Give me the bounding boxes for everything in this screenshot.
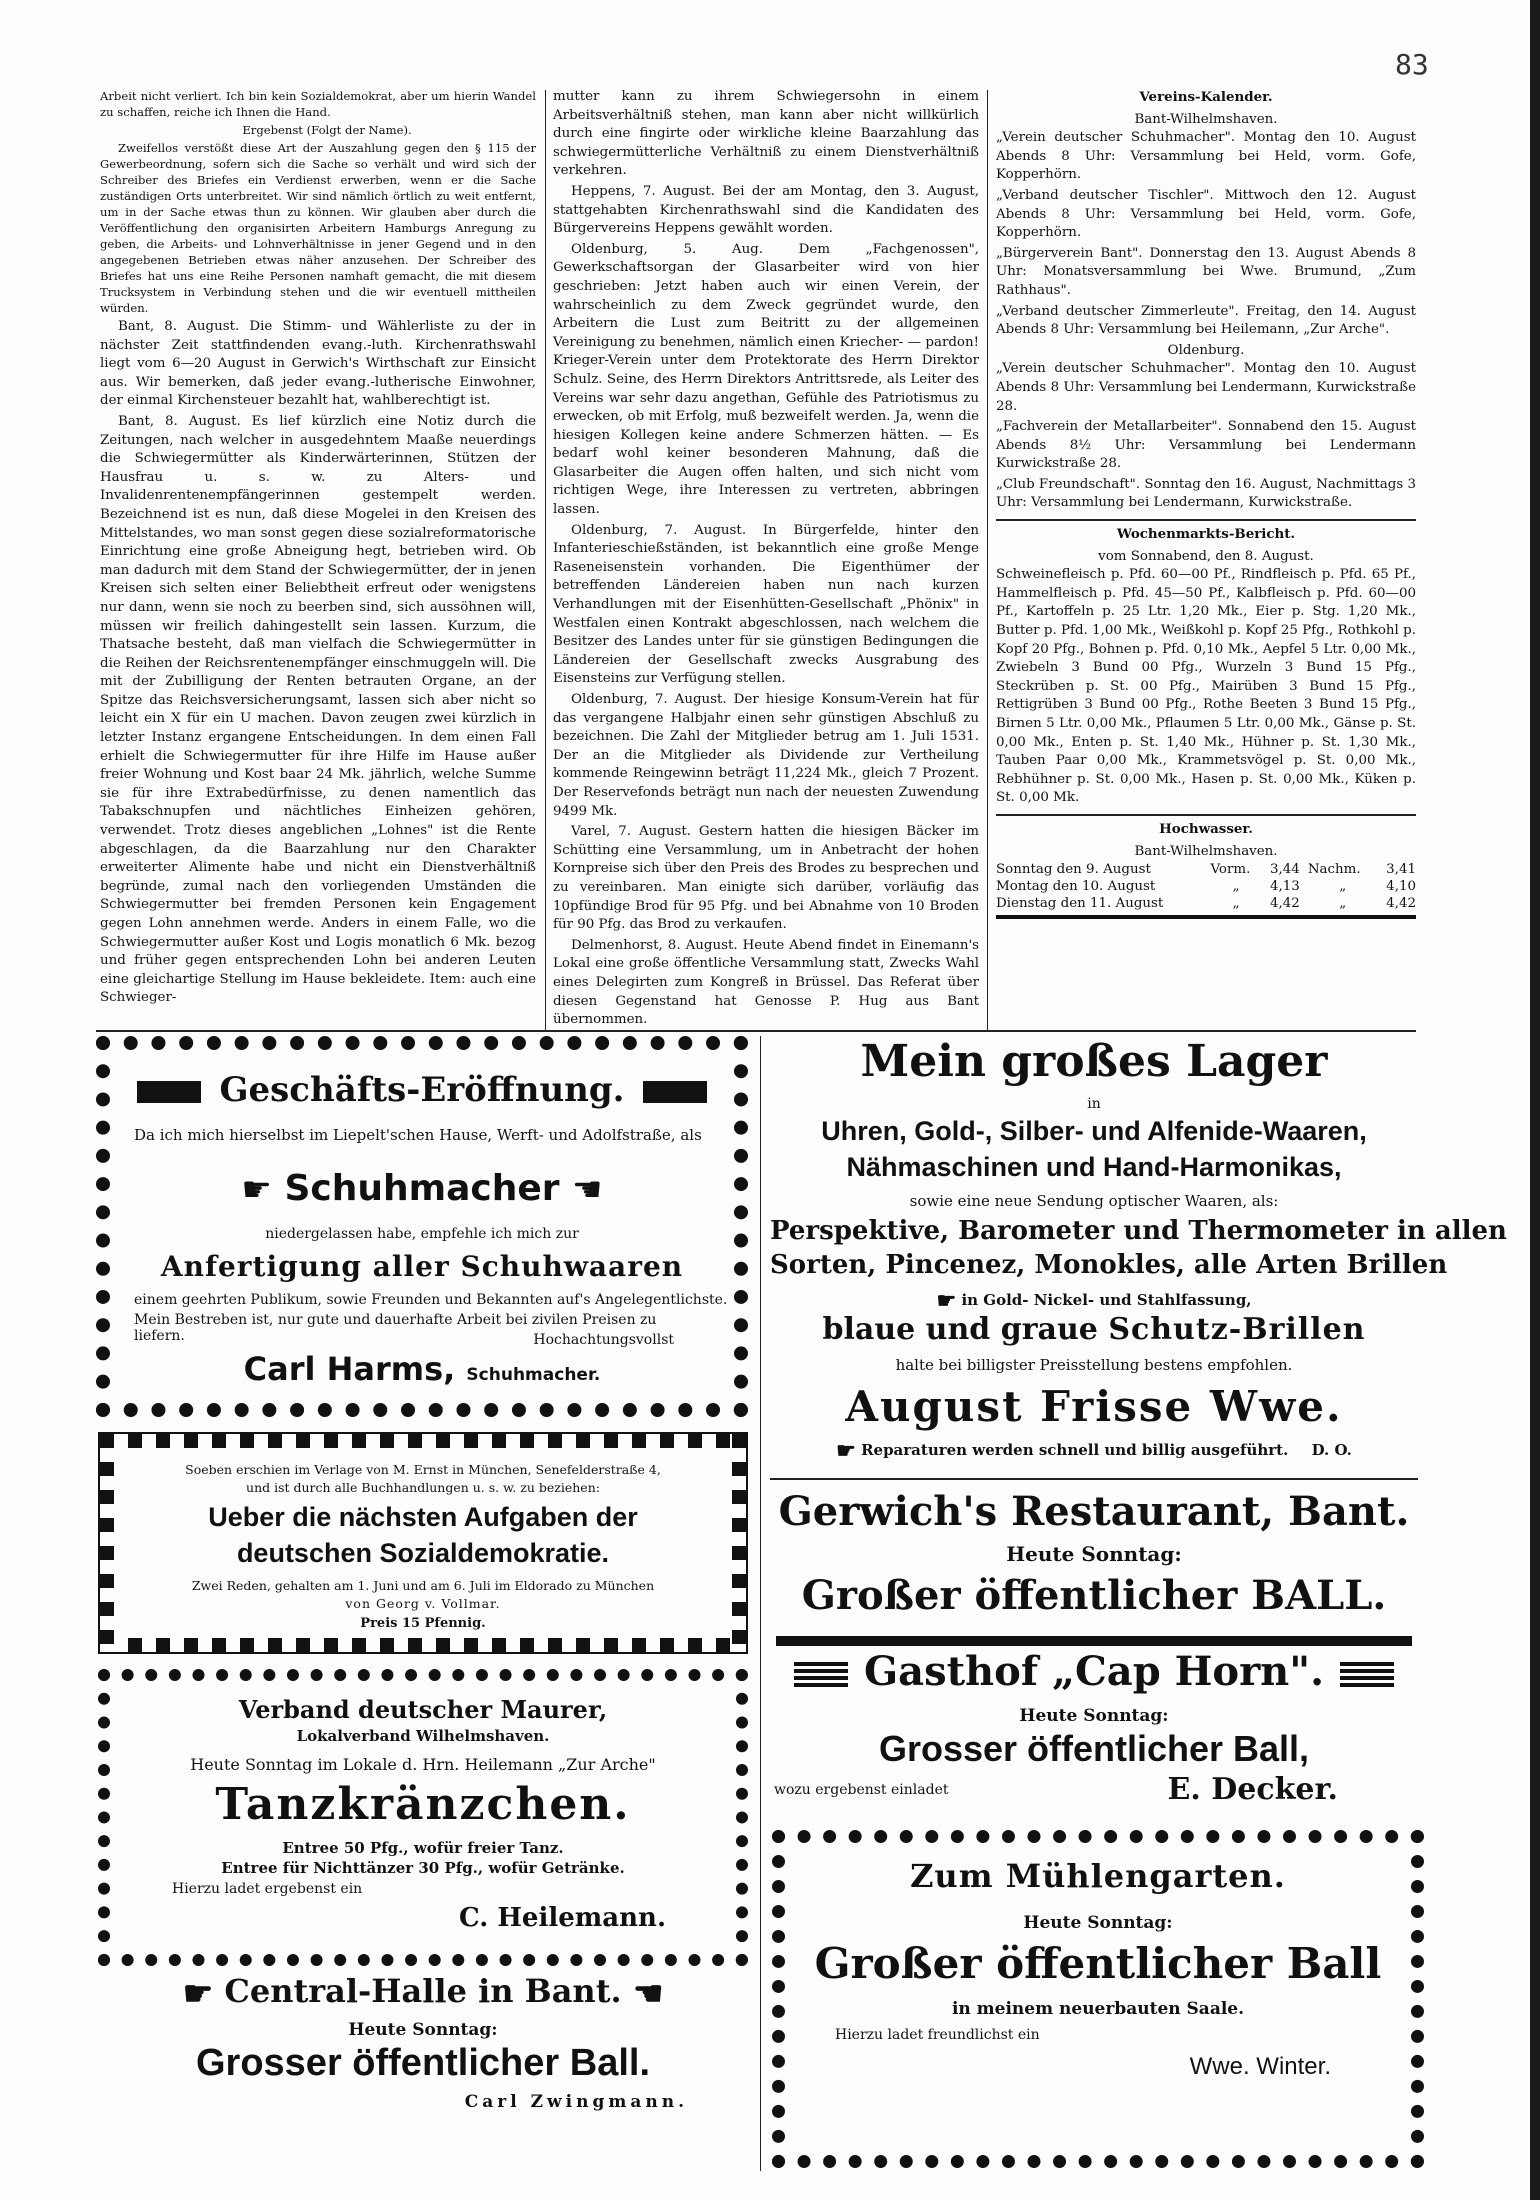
calendar-title: Vereins-Kalender. bbox=[1139, 89, 1273, 105]
ad-caphorn-title-row bbox=[770, 1648, 1418, 1695]
pointing-hand-icon: ☛ bbox=[572, 1170, 603, 1210]
tide-label: „ bbox=[1232, 879, 1240, 895]
ad-column-rule bbox=[760, 1036, 761, 2171]
ad-book-title1: Ueber die nächsten Aufgaben der bbox=[208, 1502, 638, 1532]
calendar-oldenburg-title: Oldenburg. bbox=[1167, 342, 1245, 358]
ad-caphorn-invite: wozu ergebenst einladet bbox=[774, 1782, 949, 1798]
ad-frisse-in: in bbox=[1087, 1096, 1101, 1112]
tide-label: „ bbox=[1232, 896, 1240, 912]
calendar-entry: „Verband deutscher Tischler". Mittwoch den 12. August Abends 8 Uhr: Versammlung bei Held, vorm. Gofe, Kopperhörn. bbox=[996, 187, 1416, 241]
ad-muehlengarten-day: Heute Sonntag: bbox=[1023, 1913, 1173, 1933]
divider bbox=[996, 915, 1416, 919]
checker-border bbox=[100, 1434, 746, 1448]
ad-frisse-repair: Reparaturen werden schnell und billig ausgeführt. bbox=[861, 1441, 1289, 1459]
ad-harms-service: Anfertigung aller Schuhwaaren bbox=[160, 1250, 684, 1283]
article-paragraph: Zweifellos verstößt diese Art der Auszahlung gegen den § 115 der Gewerbeordnung, sofern sich die Sache so verhält und wird sich der Schreiber des Briefes ein Verdienst erwerben, wenn er die Sache zuständigen Orts unterbreitet. Wir sind nämlich örtlich zu weit entfernt, um in der Sache etwas thun zu können. Wir glauben aber durch die Veröffentlichung den organisirten Arbeitern Hamburgs Anregung zu geben, die Arbeits- und Lohnverhältnisse in jener Gegend und in den angegebenen Betrieben etwas näher anzusehen. Der Schreiber des Briefes hat uns eine Reihe Personen namhaft gemacht, die mit diesem Trucksystem in Verbindung stehen und die wir eventuell mittheilen würden. bbox=[100, 141, 536, 315]
calendar-bant-title: Bant-Wilhelmshaven. bbox=[1134, 111, 1278, 127]
article-paragraph: Varel, 7. August. Gestern hatten die hiesigen Bäcker im Schütting eine Versammlung, um in Anbetracht der hohen Kornpreise sich über den Preis des Brodes zu besprechen und zu vereinbaren. Man einigte sich darüber, vorläufig das 10pfündige Brod für 95 Pfg. und bei Abnahme von 10 Broden für 90 Pfg. das Brod zu verkaufen. bbox=[553, 824, 979, 933]
calendar-entry: „Bürgerverein Bant". Donnerstag den 13. August Abends 8 Uhr: Monatsversammlung bei Wwe. Brumund, „Zum Rathhaus". bbox=[996, 245, 1416, 298]
ad-harms-name-row bbox=[110, 1350, 734, 1388]
ad-harms-name-suffix: Schuhmacher. bbox=[466, 1365, 601, 1385]
ad-frisse-name: August Frisse Wwe. bbox=[845, 1382, 1343, 1431]
pointing-hand-icon: ☛ bbox=[241, 1170, 272, 1210]
tide-label: „ bbox=[1339, 896, 1347, 912]
calendar-entry: „Verein deutscher Schuhmacher". Montag den 10. August Abends 8 Uhr: Versammlung bei Lendermann, Kurwickstraße 28. bbox=[996, 361, 1416, 414]
ad-frisse-goods6b: Schutz-Brillen bbox=[1108, 1312, 1366, 1347]
ad-maurer-invite: Hierzu ladet ergebenst ein bbox=[172, 1881, 363, 1897]
table-row bbox=[996, 895, 1416, 912]
ad-gerwich-day: Heute Sonntag: bbox=[1006, 1542, 1182, 1566]
page-number: 83 bbox=[1395, 48, 1429, 81]
tide-place: Bant-Wilhelmshaven. bbox=[1134, 843, 1278, 859]
ad-maurer-event: Tanzkränzchen. bbox=[215, 1779, 631, 1830]
ad-maurer-entry2: Entree für Nichttänzer 30 Pfg., wofür Getränke. bbox=[221, 1859, 625, 1877]
ad-book-sub1: Zwei Reden, gehalten am 1. Juni und am 6. Juli im Eldorado zu München bbox=[191, 1578, 655, 1593]
striped-bar-icon bbox=[1340, 1662, 1394, 1688]
ad-frisse-headline: Mein großes Lager bbox=[860, 1036, 1328, 1087]
article-paragraph: Delmenhorst, 8. August. Heute Abend findet in Einemann's Lokal eine große öffentliche Versammlung statt, Zwecks Wahl eines Delegirten zum Kongreß in Brüssel. Das Referat über diesen Gegenstand hat Genosse P. Hug aus Bant übernommen. bbox=[553, 937, 979, 1028]
tide-label: Vorm. bbox=[1210, 862, 1251, 878]
ad-maurer-host: C. Heilemann. bbox=[459, 1903, 666, 1933]
tide-value: 4,10 bbox=[1386, 879, 1416, 895]
ad-harms-line3: einem geehrten Publikum, sowie Freunden und Bekannten auf's Angelegentlichste. bbox=[134, 1292, 728, 1308]
ad-centralhalle-event: Grosser öffentlicher Ball. bbox=[195, 2042, 650, 2084]
tide-table bbox=[996, 861, 1416, 912]
ad-frisse-goods5-row bbox=[770, 1288, 1418, 1314]
ad-caphorn-title: Gasthof „Cap Horn". bbox=[863, 1648, 1325, 1695]
divider bbox=[996, 519, 1416, 521]
pointing-hand-icon: ☛ bbox=[836, 1438, 856, 1464]
ad-divider bbox=[770, 1478, 1418, 1480]
ad-book-price: Preis 15 Pfennig. bbox=[360, 1616, 486, 1631]
article-column-2 bbox=[553, 88, 979, 1026]
article-signature: Ergebenst (Folgt der Name). bbox=[242, 123, 412, 137]
ad-frisse-goods1: Uhren, Gold-, Silber- und Alfenide-Waaren, bbox=[821, 1116, 1367, 1146]
ad-frisse-goods4: Sorten, Pincenez, Monokles, alle Arten Brillen bbox=[770, 1250, 1448, 1280]
ad-centralhalle-host: Carl Zwingmann. bbox=[464, 2092, 688, 2112]
ad-book-intro1: Soeben erschien im Verlage von M. Ernst in München, Senefelderstraße 4, bbox=[185, 1462, 661, 1477]
ad-book-intro2: und ist durch alle Buchhandlungen u. s. w. zu beziehen: bbox=[246, 1480, 600, 1495]
ad-centralhalle-title: Central-Halle in Bant. bbox=[224, 1972, 622, 2010]
divider bbox=[996, 814, 1416, 816]
ad-frisse-goods3: Perspektive, Barometer und Thermometer in allen bbox=[770, 1216, 1507, 1246]
ad-harms-trade: Schuhmacher bbox=[284, 1168, 560, 1209]
black-bar-icon bbox=[137, 1081, 201, 1103]
black-band bbox=[776, 1636, 1412, 1646]
ad-frisse-goods2: Nähmaschinen und Hand-Harmonikas, bbox=[846, 1152, 1342, 1182]
article-paragraph: Oldenburg, 5. Aug. Dem „Fachgenossen", Gewerkschaftsorgan der Glasarbeiter wird von hier geschrieben: Jetzt haben auch wir einen Verein, der wahrscheinlich zu dem Zweck gegründet wurde, den Arbeitern die Lust zum Beitritt zu der allgemeinen Vereinigung zu benehmen, nämlich einen Kriecher- — pardon! Krieger-Verein unter dem Protektorate des Herrn Direktor Schulz. Seine, des Herrn Direktors Antrittsrede, als Leiter des Vereins war sehr dazu angethan, Gefühle des Patriotismus zu erwecken, ob mit Erfolg, muß bezweifelt werden. Ja, wenn die hiesigen Kollegen keine andere Schmerzen hätten. — Es bedarf wohl keiner besonderen Mahnung, daß die Glasarbeiter die Augen offen halten, und sich nicht vom richtigen Wege, ihre Interessen zu vertreten, abbringen lassen. bbox=[553, 241, 979, 518]
market-date: vom Sonnabend, den 8. August. bbox=[1098, 548, 1314, 564]
tide-title: Hochwasser. bbox=[1159, 820, 1253, 837]
ad-caphorn-day: Heute Sonntag: bbox=[1019, 1706, 1169, 1726]
ad-maurer-line1: Heute Sonntag im Lokale d. Hrn. Heilemann „Zur Arche" bbox=[190, 1755, 656, 1774]
ad-maurer-title: Verband deutscher Maurer, bbox=[238, 1695, 608, 1724]
ad-book-sub2: von Georg v. Vollmar. bbox=[345, 1596, 501, 1611]
column-rule-1 bbox=[545, 90, 546, 1030]
tide-day: Dienstag den 11. August bbox=[996, 896, 1164, 912]
tide-label: Nachm. bbox=[1307, 862, 1361, 878]
ad-centralhalle bbox=[98, 1972, 748, 2172]
ad-harms-closing: Hochachtungsvollst bbox=[533, 1332, 674, 1348]
tide-day: Sonntag den 9. August bbox=[996, 862, 1151, 878]
ad-muehlengarten-title: Zum Mühlengarten. bbox=[910, 1857, 1286, 1895]
ad-book bbox=[98, 1432, 748, 1654]
ad-harms-trade-row bbox=[110, 1168, 734, 1210]
section-rule bbox=[96, 1030, 1416, 1032]
black-bar-icon bbox=[643, 1081, 707, 1103]
ad-centralhalle-title-row bbox=[98, 1972, 748, 2014]
ad-harms-line1: Da ich mich hierselbst im Liepelt'schen Hause, Werft- und Adolfstraße, als bbox=[134, 1126, 702, 1144]
ad-caphorn-event: Grosser öffentlicher Ball, bbox=[878, 1728, 1310, 1769]
calendar-entry: „Verein deutscher Schuhmacher". Montag den 10. August Abends 8 Uhr: Versammlung bei Held, vorm. Gofe, Kopperhörn. bbox=[996, 130, 1416, 183]
ad-harms-line4: Mein Bestreben ist, nur gute und dauerhafte Arbeit bei zivilen Preisen zu liefern. bbox=[134, 1312, 657, 1344]
article-column-3 bbox=[996, 88, 1416, 1026]
column-rule-2 bbox=[987, 90, 988, 1030]
ad-book-title2: deutschen Sozialdemokratie. bbox=[236, 1538, 610, 1568]
market-title: Wochenmarkts-Bericht. bbox=[1116, 526, 1296, 543]
checker-border bbox=[100, 1638, 746, 1652]
tide-label: „ bbox=[1339, 879, 1347, 895]
article-paragraph: Bant, 8. August. Es lief kürzlich eine Notiz durch die Zeitungen, nach welcher in ausgedehntem Maaße neuerdings die Schwiegermütter als Kinderwärterinnen, Stützen der Hausfrau u. s. w. zu Alters- und Invalidenrentenempfängerinnen gestempelt werden. Bezeichnend ist es nun, daß diese Mogelei in den Kreisen des Mittelstandes, wo man sonst gegen diese sozialreformatorische Einrichtung eine große Abneigung hegt, betrieben wird. Ob man dadurch mit dem Stand der Schwiegermütter, der in jenen Kreisen sich selten einer Beliebtheit erfreut oder wenigstens nur dann, wenn sie noch zu beerben sind, sich aussöhnen will, müssen wir freilich dahingestellt sein lassen. Kurzum, die Thatsache besteht, daß man vielfach die Schwiegermütter in die Reihen der Reichsrentenempfänger einschmuggeln will. Die mit der Zubilligung der Renten betrauten Organe, an der Spitze das Reichsversicherungsamt, lassen sich aber nicht so leicht ein X für ein U machen. Davon zeugen zwei kürzlich in letzter Instanz ergangene Entscheidungen. In dem einen Fall erhielt die Schwiegermutter für ihre Hilfe im Hause außer freier Wohnung und Kost baar 24 Mk. jährlich, welche Summe sie für ihre Extrabedürfnisse, zu denen namentlich das Tabakschnupfen und nächtliches Einheizen gehören, verwendet. Trotz dieses angeblichen „Lohnes" ist die Rente abgeschlagen, da die Baarzahlung nur den Charakter erweiterter Alimente habe und nicht ein Dienstverhältniß begründe, zumal nach den vorliegenden Umständen die Schwiegermutter bei fremden Personen kein Engagement gegen Lohn annehmen werde. Anders in einem Falle, wo die Schwiegermutter außer Kost und Logis monatlich 6 Mk. bezog und früher gegen entsprechenden Lohn bei anderen Leuten eine gleichartige Stellung im Hause bekleidete. Item: auch eine Schwieger- bbox=[100, 413, 536, 1006]
ad-frisse-goods6a: blaue und graue bbox=[822, 1312, 1098, 1347]
tide-value: 4,42 bbox=[1269, 896, 1300, 912]
table-row bbox=[996, 861, 1416, 878]
ad-frisse-repair-row bbox=[770, 1438, 1418, 1464]
market-report: Schweinefleisch p. Pfd. 60—00 Pf., Rindfleisch p. Pfd. 65 Pf., Hammelfleisch p. Pfd. 45—50 Pf., Kalbfleisch p. Pfd. 60—00 Pf., Kartoffeln p. 25 Ltr. 1,20 Mk., Eier p. Stg. 1,20 Mk., Butter p. Pfd. 1,00 Mk., Weißkohl p. Kopf 25 Pfg., Rothkohl p. Kopf 20 Pfg., Bohnen p. Pfd. 0,10 Mk., Aepfel 5 Ltr. 0,00 Mk., Zwiebeln 3 Bund 00 Pfg., Wurzeln 3 Bund 15 Pfg., Steckrüben p. St. 00 Pfg., Mairüben 3 Bund 15 Pfg., Rettigrüben 3 Bund 00 Pfg., Rothe Beeten 3 Bund 15 Pfg., Birnen 5 Ltr. 0,00 Mk., Pflaumen 5 Ltr. 0,00 Mk., Gänse p. St. 0,00 Mk., Enten p. St. 1,40 Mk., Hühner p. St. 1,30 Mk., Tauben Paar 0,00 Mk., Krammetsvögel p. St. 0,00 Mk., Rebhühner p. St. 0,00 Mk., Hasen p. St. 0,00 Mk., Küken p. St. 0,00 Mk. bbox=[996, 567, 1416, 806]
ad-harms bbox=[110, 1050, 734, 1403]
ad-maurer-entry1: Entree 50 Pfg., wofür freier Tanz. bbox=[282, 1839, 564, 1857]
tide-value: 3,44 bbox=[1269, 862, 1300, 878]
ad-harms-name: Carl Harms, bbox=[243, 1350, 456, 1388]
ad-muehlengarten-location: in meinem neuerbauten Saale. bbox=[951, 1999, 1245, 2019]
ad-muehlengarten bbox=[785, 1843, 1411, 2155]
ad-muehlengarten-event: Großer öffentlicher Ball bbox=[814, 1939, 1382, 1988]
ad-frisse-line2: halte bei billigster Preisstellung bestens empfohlen. bbox=[895, 1356, 1293, 1374]
ad-centralhalle-day: Heute Sonntag: bbox=[348, 2020, 498, 2040]
article-paragraph: Heppens, 7. August. Bei der am Montag, den 3. August, stattgehabten Kirchenrathswahl sind die Kandidaten des Bürgervereins Heppens gewählt worden. bbox=[553, 183, 979, 237]
ad-muehlengarten-host: Wwe. Winter. bbox=[1189, 2053, 1331, 2080]
article-paragraph: Oldenburg, 7. August. Der hiesige Konsum-Verein hat für das vergangene Halbjahr einen sehr günstigen Abschluß zu bezeichnen. Die Zahl der Mitglieder betrug am 1. Juli 1531. Der an die Mitglieder als Dividende zur Vertheilung kommende Reingewinn beträgt 11,224 Mk., gleich 7 Prozent. Der Reservefonds beträgt nun nach der neuesten Zuwendung 9499 Mk. bbox=[553, 692, 979, 819]
ad-frisse-goods5: in Gold- Nickel- und Stahlfassung, bbox=[961, 1291, 1252, 1309]
article-paragraph: mutter kann zu ihrem Schwiegersohn in einem Arbeitsverhältniß stehen, man kann aber nicht willkürlich durch eine fingirte oder wirkliche kleine Baarzahlung das schwiegermütterliche Verhältniß zu einem Dienstverhältniß verkehren. bbox=[553, 89, 979, 179]
article-paragraph: Arbeit nicht verliert. Ich bin kein Sozialdemokrat, aber um hierin Wandel zu schaffen, reiche ich Ihnen die Hand. bbox=[100, 89, 536, 119]
tide-day: Montag den 10. August bbox=[996, 879, 1156, 895]
ad-gerwich-event: Großer öffentlicher BALL. bbox=[801, 1572, 1387, 1619]
ad-muehlengarten-invite: Hierzu ladet freundlichst ein bbox=[835, 2027, 1040, 2043]
ad-harms-line2: niedergelassen habe, empfehle ich mich zur bbox=[265, 1226, 579, 1242]
ad-gerwich bbox=[770, 1484, 1418, 1634]
striped-bar-icon bbox=[794, 1662, 848, 1688]
ad-harms-title: Geschäfts-Eröffnung. bbox=[219, 1070, 625, 1110]
pointing-hand-icon: ☛ bbox=[182, 1973, 214, 2014]
ad-frisse-initials: D. O. bbox=[1311, 1441, 1352, 1459]
article-paragraph: Oldenburg, 7. August. In Bürgerfelde, hinter den Infanterieschießständen, ist bekanntlich eine große Menge Raseneisenstein vorhanden. Die Eigenthümer der betreffenden Ländereien haben nun nach kurzen Verhandlungen mit der Eisenhütten-Gesellschaft „Phönix" in Westfalen einen Kontrakt abgeschlossen, nach welchem die Besitzer des Landes unter für sie günstigen Bedingungen die Ländereien der Gesellschaft zwecks Ausgrabung des Eisensteins zur Verfügung stellen. bbox=[553, 522, 979, 687]
article-paragraph: Bant, 8. August. Die Stimm- und Wählerliste zu der in nächster Zeit stattfindenden evang.-luth. Kirchenrathswahl liegt vom 6—20 August in Gerwich's Wirthschaft zur Einsicht aus. Wir bemerken, daß jeder evang.-lutherische Einwohner, der einmal Kirchensteuer bezahlt hat, wahlberechtigt ist. bbox=[100, 319, 536, 409]
calendar-entry: „Fachverein der Metallarbeiter". Sonnabend den 15. August Abends 8½ Uhr: Versammlung bei Lendermann Kurwickstraße 28. bbox=[996, 419, 1416, 472]
ad-caphorn-host: E. Decker. bbox=[1167, 1772, 1338, 1807]
pointing-hand-icon: ☛ bbox=[936, 1288, 957, 1314]
ad-caphorn bbox=[770, 1648, 1418, 1820]
tide-value: 4,42 bbox=[1386, 896, 1416, 912]
pointing-hand-icon: ☛ bbox=[632, 1973, 664, 2014]
ad-maurer bbox=[110, 1681, 736, 1954]
ad-frisse-line1: sowie eine neue Sendung optischer Waaren, als: bbox=[909, 1192, 1279, 1210]
ad-frisse bbox=[770, 1036, 1507, 1476]
article-column-1 bbox=[100, 88, 536, 1026]
ad-frisse-goods6-row bbox=[770, 1312, 1418, 1347]
calendar-entry: „Verband deutscher Zimmerleute". Freitag, den 14. August Abends 8 Uhr: Versammlung bei Heilemann, „Zur Arche". bbox=[996, 303, 1416, 338]
tide-value: 4,13 bbox=[1269, 879, 1300, 895]
tide-value: 3,41 bbox=[1386, 862, 1416, 878]
ad-harms-title-row bbox=[110, 1070, 734, 1110]
ad-maurer-subtitle: Lokalverband Wilhelmshaven. bbox=[296, 1727, 550, 1745]
calendar-entry: „Club Freundschaft". Sonntag den 16. August, Nachmittags 3 Uhr: Versammlung bei Lendermann, Kurwickstraße. bbox=[996, 476, 1416, 511]
table-row bbox=[996, 878, 1416, 895]
ad-gerwich-title: Gerwich's Restaurant, Bant. bbox=[778, 1488, 1410, 1535]
